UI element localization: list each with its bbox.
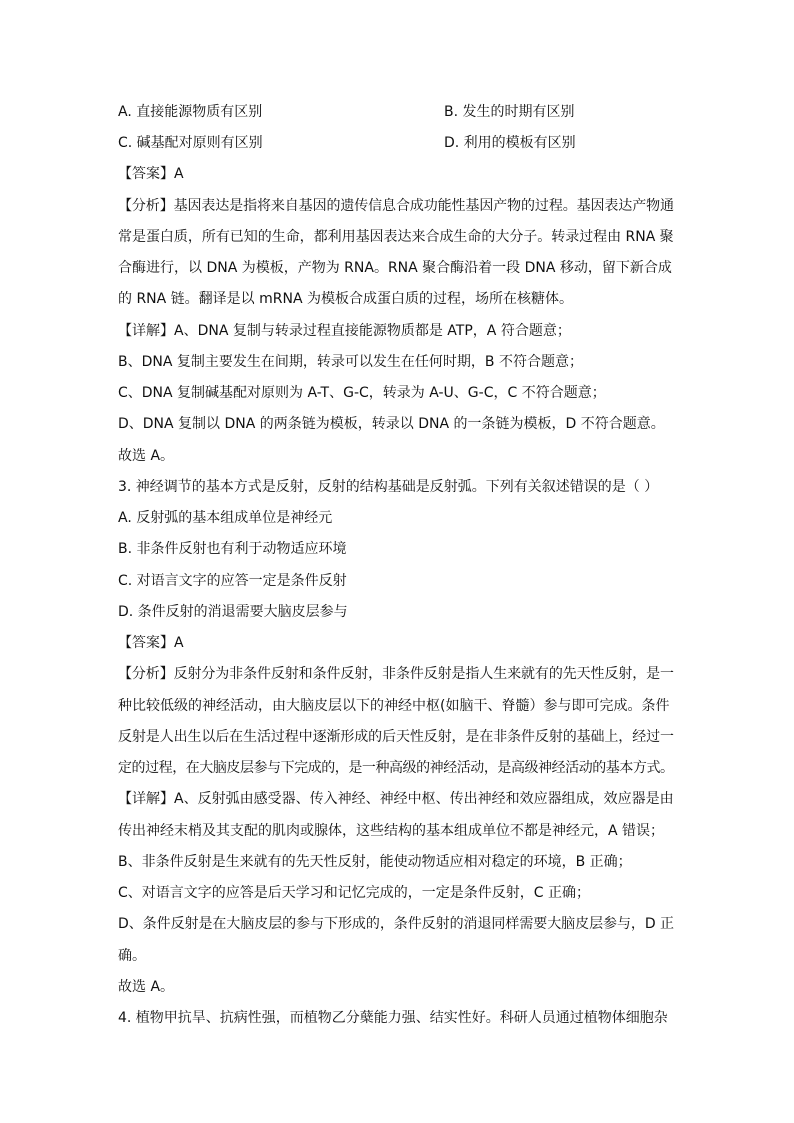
q2-option-b: B. 发生的时期有区别 [444, 104, 575, 120]
q3-detail-line-5: D、条件反射是在大脑皮层的参与下形成的，条件反射的消退同样需要大脑皮层参与，D 正 [118, 916, 674, 932]
q3-conclusion: 故选 A。 [118, 979, 175, 995]
q3-analysis-line-1: 【分析】反射分为非条件反射和条件反射，非条件反射是指人生来就有的先天性反射，是一 [118, 666, 674, 682]
q2-option-a: A. 直接能源物质有区别 [118, 104, 263, 120]
q2-detail-line-1: 【详解】A、DNA 复制与转录过程直接能源物质都是 ATP，A 符合题意； [118, 323, 571, 339]
q3-detail-line-2: 传出神经末梢及其支配的肌肉或腺体，这些结构的基本组成单位不都是神经元，A 错误； [118, 823, 665, 839]
q2-analysis-line-4: 的 RNA 链。翻译是以 mRNA 为模板合成蛋白质的过程，场所在核糖体。 [118, 291, 573, 307]
q2-analysis-line-3: 合酶进行，以 DNA 为模板，产物为 RNA。RNA 聚合酶沿着一段 DNA 移动，留下新合成 [118, 260, 672, 276]
q2-analysis-line-1: 【分析】基因表达是指将来自基因的遗传信息合成功能性基因产物的过程。基因表达产物通 [118, 198, 674, 214]
q2-options-row-2 [118, 133, 678, 153]
q3-detail-line-1: 【详解】A、反射弧由感受器、传入神经、神经中枢、传出神经和效应器组成，效应器是由 [118, 791, 674, 807]
q2-detail-line-2: B、DNA 复制主要发生在间期，转录可以发生在任何时期，B 不符合题意； [118, 354, 583, 370]
q3-option-b: B. 非条件反射也有利于动物适应环境 [118, 541, 347, 557]
q3-option-a: A. 反射弧的基本组成单位是神经元 [118, 510, 333, 526]
q3-option-d: D. 条件反射的消退需要大脑皮层参与 [118, 604, 348, 620]
q3-answer: 【答案】A [118, 635, 184, 651]
q3-detail-line-4: C、对语言文字的应答是后天学习和记忆完成的，一定是条件反射，C 正确； [118, 885, 590, 901]
q2-detail-line-4: D、DNA 复制以 DNA 的两条链为模板，转录以 DNA 的一条链为模板，D 不符合题意。 [118, 416, 665, 432]
q2-detail-line-3: C、DNA 复制碱基配对原则为 A-T、G-C，转录为 A-U、G-C，C 不符合题意； [118, 385, 606, 401]
q2-option-c: C. 碱基配对原则有区别 [118, 135, 263, 151]
q3-stem: 3. 神经调节的基本方式是反射，反射的结构基础是反射弧。下列有关叙述错误的是（ ） [118, 479, 659, 495]
q3-detail-line-6: 确。 [118, 948, 146, 964]
q2-options-row-1 [118, 102, 678, 122]
q4-stem: 4. 植物甲抗旱、抗病性强，而植物乙分蘖能力强、结实性好。科研人员通过植物体细胞杂 [118, 1010, 668, 1026]
q3-option-c: C. 对语言文字的应答一定是条件反射 [118, 573, 347, 589]
q3-detail-line-3: B、非条件反射是生来就有的先天性反射，能使动物适应相对稳定的环境，B 正确； [118, 854, 632, 870]
q2-option-d: D. 利用的模板有区别 [444, 135, 576, 151]
q3-analysis-line-3: 反射是人出生以后在生活过程中逐渐形成的后天性反射，是在非条件反射的基础上，经过一 [118, 729, 674, 745]
q2-answer: 【答案】A [118, 166, 184, 182]
q3-analysis-line-2: 种比较低级的神经活动，由大脑皮层以下的神经中枢(如脑干、脊髓）参与即可完成。条件 [118, 698, 670, 714]
q2-analysis-line-2: 常是蛋白质，所有已知的生命，都利用基因表达来合成生命的大分子。转录过程由 RNA 聚 [118, 229, 674, 245]
q3-analysis-line-4: 定的过程，在大脑皮层参与下完成的，是一种高级的神经活动，是高级神经活动的基本方式。 [118, 760, 674, 776]
q2-conclusion: 故选 A。 [118, 448, 175, 464]
